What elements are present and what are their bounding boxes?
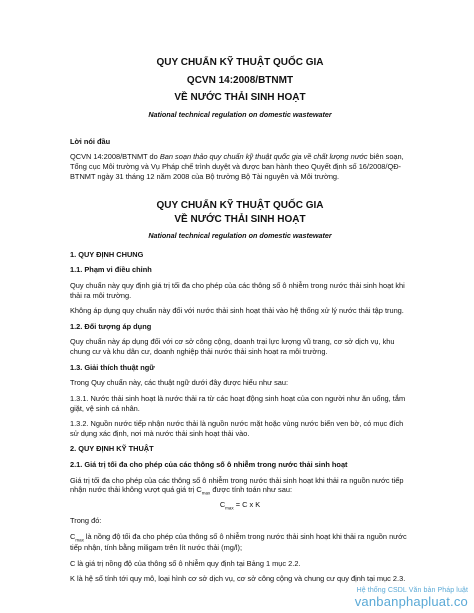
section13-paragraph3: 1.3.2. Nguồn nước tiếp nhận nước thải là nguồn nước mặt hoặc vùng nước biển ven bờ, có mục đích sử dụng xác định, nơi mà nước thải sinh hoạt thải vào. <box>70 419 404 438</box>
section21-text-a: Giá trị tối đa cho phép của các thông số ô nhiễm trong nước thải sinh hoạt khi thải ra nguồn nước tiếp nhận nước thải không vượt quá giá trị C <box>70 475 404 495</box>
second-topic: VỀ NƯỚC THẢI SINH HOẠT <box>174 213 306 225</box>
section13-paragraph1: Trong Quy chuẩn này, các thuật ngữ dưới đây được hiểu như sau: <box>70 378 289 388</box>
definition-cmax-text: là nồng độ tối đa cho phép của thông số ô nhiễm trong nước thải sinh hoạt khi thải ra nguồn nước tiếp nhận, tính bằng miligam trên lít nước thải (mg/l); <box>70 531 407 552</box>
foreword-heading: Lời nói đầu <box>70 136 111 146</box>
section12-heading: 1.2. Đối tượng áp dụng <box>70 321 152 331</box>
section2-heading: 2. QUY ĐỊNH KỸ THUẬT <box>70 444 154 454</box>
definition-k: K là hệ số tính tới quy mô, loại hình cơ sở dịch vụ, cơ sở công cộng và chung cư quy định tại mục 2.3. <box>70 574 406 584</box>
section12-paragraph1: Quy chuẩn này áp dụng đối với cơ sở công cộng, doanh trại lực lượng vũ trang, cơ sở dịch vụ, khu chung cư và khu dân cư, doanh nghiệp thải nước thải sinh hoạt ra môi trường. <box>70 337 395 357</box>
document-code: QCVN 14:2008/BTNMT <box>186 74 294 86</box>
document-topic: VỀ NƯỚC THẢI SINH HOẠT <box>174 92 306 103</box>
section21-subscript: max <box>201 490 211 496</box>
section21-paragraph1 <box>70 476 410 497</box>
section11-paragraph1: Quy chuẩn này quy định giá trị tối đa cho phép của các thông số ô nhiễm trong nước thải sinh hoạt khi thải ra môi trường. <box>70 280 405 300</box>
document-page <box>70 40 410 584</box>
formula-subscript: max <box>225 505 234 511</box>
watermark-line1: Hệ thống CSDL Văn bản Pháp luật <box>356 587 468 594</box>
watermark <box>355 587 468 609</box>
where-label: Trong đó: <box>70 515 102 525</box>
watermark-line2: vanbanphapluat.co <box>354 594 468 609</box>
document-title: QUY CHUẨN KỸ THUẬT QUỐC GIA <box>156 57 324 68</box>
foreword-text-c: biên soạn, Tổng cục Môi trường và Vụ Pháp chế trình duyệt và được ban hành theo Quyết định số 16/2008/QĐ-BTNMT ngày 31 tháng 12 năm 2008 của Bộ trưởng Bộ Tài nguyên và Môi trường. <box>70 152 404 181</box>
formula <box>70 500 410 511</box>
foreword-paragraph <box>70 152 410 181</box>
document-subtitle: National technical regulation on domestic wastewater <box>148 109 332 119</box>
section11-heading: 1.1. Phạm vi điều chỉnh <box>70 265 152 275</box>
second-subtitle: National technical regulation on domestic wastewater <box>148 231 332 241</box>
section21-text-b: được tính toán như sau: <box>210 485 292 495</box>
formula-rest: = C x K <box>233 499 261 509</box>
definition-cmax-subscript: max <box>75 537 84 543</box>
foreword-text-a: QCVN 14:2008/BTNMT do <box>70 152 160 162</box>
foreword-text-italic: Ban soạn thảo quy chuẩn kỹ thuật quốc gia về chất lượng nước <box>159 152 368 162</box>
section1-heading: 1. QUY ĐỊNH CHUNG <box>70 249 144 259</box>
section13-paragraph2: 1.3.1. Nước thải sinh hoạt là nước thải ra từ các hoạt động sinh hoạt của con người như ăn uống, tắm giặt, vệ sinh cá nhân. <box>70 393 406 413</box>
section13-heading: 1.3. Giải thích thuật ngữ <box>70 362 155 372</box>
section21-heading: 2.1. Giá trị tối đa cho phép của các thông số ô nhiễm trong nước thải sinh hoạt <box>70 460 348 470</box>
definition-cmax-c: C <box>70 531 76 541</box>
definition-c: C là giá trị nồng độ của thông số ô nhiễm quy định tại Bảng 1 mục 2.2. <box>70 558 301 568</box>
formula-c: C <box>219 499 226 509</box>
second-title: QUY CHUẨN KỸ THUẬT QUỐC GIA <box>156 200 324 212</box>
definition-cmax <box>70 532 410 553</box>
section11-paragraph2: Không áp dụng quy chuẩn này đối với nước thải sinh hoạt thải vào hệ thống xử lý nước thải tập trung. <box>70 306 404 316</box>
